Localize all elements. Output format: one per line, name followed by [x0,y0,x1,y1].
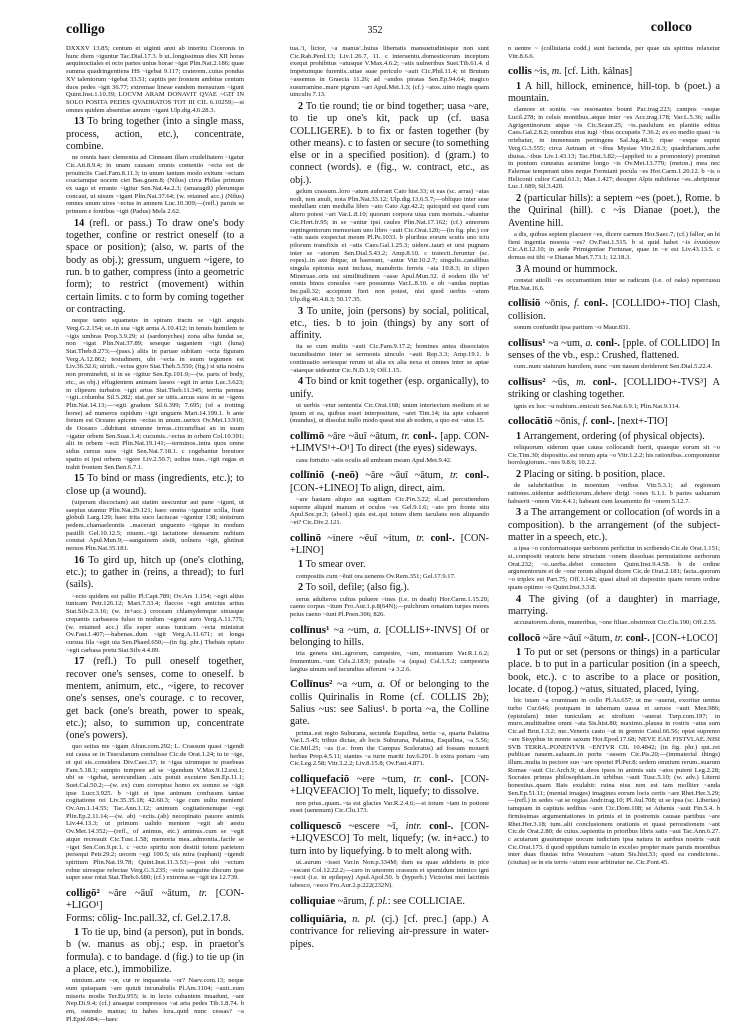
grammar-label: m. [551,66,562,78]
sense-number: 3 [298,305,304,317]
definition: To align, direct, aim. [360,482,446,494]
definition: Of or belonging to the collis Quirinalis in Rome (cf. COLLIS 2b); Salius ~us: see Salius¹. b porta ~a, the Colline gate. [290,679,490,728]
sense-number: 13 [74,116,85,128]
grammar-label: intr. [405,821,422,833]
citation-block: sonum confundit ipsa partium ~o Maur.831. [514,324,631,332]
inflection: ~āre ~āuī ~ātum, [365,470,444,482]
prefix-label: conl-. [583,298,608,310]
etymology: [CON-+LIQVEFACIO] [290,774,490,798]
sense-number: 4 [298,376,304,388]
headword: colliquescō [290,820,342,833]
etymology: [app. CON-+LIMVS¹+-O¹] [290,430,490,455]
citation-block: prima..est regio Suburana, secunda Esquilina, tertia ~a, quarta Palatina Var.L.5.45; tribus dictae, ab locis Suburana, Palatina, Esquilina, ~a 5.56; Cic.Mil.25; ~as (i.e. from the Campus Sceleratus) ad fossam mouerit herbas Prop.4.5.11; stantes ~a turre mariti Juv.6.291. b extra portam ~am Cic.Leg.2.58; Vitr.3.2.2; Liv.8.15.8; Ov.Fast.4.871. [290,729,489,768]
sense-definition: To bring together (into a single mass, process, action, etc.), concentrate, combine. [66,116,244,152]
entry-collinus1 [290,624,489,650]
headword: colliquefaciō [290,773,350,786]
citation-block: a dis, quibus septem placuere ~es, dicere carmen Hor.Saec.7; (cf.) fallor, an hi fient ingentia moenia ~es? Ov.Fast.1.515. b si quid habet ~is ἐνιαύσιον Cic.Att.12.10; in aede Primigeniae Fortunae, quae in ~e est Liv.43.13.5. c domus est tibi ~e Dianae Mart.7.73.1; 12.18.3. [508,230,720,262]
grammar-label: tr. [413,774,422,786]
grammar-label: tr. [614,632,624,644]
sense-2 [508,193,720,230]
sense-3 [508,264,720,276]
sense-number: 1 [74,926,80,938]
sense-definition: To tie round; tie or bind together; uasa ~are, to tie up one's kit, pack up (cf. uasa COLLIGERE). b to fix or fasten together (by other means). c to fasten or secure (to something else or in a specified position). d (gram.) to connect (words). e (fig., w. contract, etc., as obj.). [290,100,489,186]
sense-definition: To tie up, bind (a person), put in bonds. b (w. manus as obj.; esp. in praetor's formula). c to bandage. d (fig.) to tie up (in a place, etc.), immobilize. [66,926,244,975]
prefix-label: conl-. [592,377,617,389]
grammar-label: tr. [198,888,208,900]
inflection: ~āre ~āuī ~ātum, [327,430,399,442]
sense-number: 17 [74,656,85,668]
entry-colliquesco [290,820,489,858]
sense-14 [66,218,244,316]
sense-15 [66,473,244,498]
citation-block: non prius..quam..~ta est glacies Var.R.2.4.6;—si totum ~tam in potione esset (uenenum) Cic.Clu.173. [290,799,489,815]
sense-number: 14 [74,217,85,229]
sense-number: 16 [74,554,85,566]
inflection: ~a ~um, [333,624,370,636]
prefix-label: conl-. [429,774,454,786]
prefix-label: conl-. [430,532,455,544]
headword: Collīnus² [290,678,333,691]
sense-16 [66,555,244,592]
inflection: ~escere ~ī, [348,821,399,833]
etymology: [COLLIS+-INVS] [385,624,461,636]
etymology: [CON-+LIGO¹] [66,888,244,912]
sense-definition: A hill, hillock, eminence, hill-top. b (poet.) a mountain. [508,80,721,104]
headword: collīsus¹ [508,336,546,349]
headword: collīsiō [508,297,541,310]
entry-collino [290,532,489,558]
inflection: ~ōnis, [544,298,570,310]
inflection: ~ōnis, [555,416,581,428]
forms-note: Forms: cōlig- Inc.pall.32, cf. Gel.2.17.8. [66,912,231,924]
sense-definition: Placing or siting. b position, place. [523,469,666,481]
sense-number: 1 [298,559,304,571]
citation-block: (uiperam discoctam) aut statim uescuntur aut pane ~igunt, ut saepius utantur Plin.Nat.29.121; haec omnia ~iguntur scilla, fiunt globuli Larg.129; haec trita suco lactucae ~iguntur 138; sinistrum pedem..chamaeleontis ..macerari unguento ~igique in modum pastilli Gel.10.12.5; niuem..~igi iactatione densarum nubium constat Apul.Mun.9;—sanguinem sistit, uolnera ~igit, glutinat neruos Plin.Nat.35.181. [66,498,244,553]
entry-collocatio [508,415,720,428]
inflection: ~āre ~āuī ~ātum, [542,632,613,644]
citation-block: neque tanto squameus in spiram tractu se ~igit anguis Verg.G.2.154; se..in sua ~igit arma A.10.412; in tenuis humilem te ~igis umbras Prop.3.9.29; si (sardonyches) zona alba fundat se, non ~igat Plin.Nat.37.89; seseque uagantem ~igit (luna) Stat.Theb.8.273;—(pass.) aliis in paruae subitam ~ecta figuram Verg.A.12.862; testudinem, ubi ~ecta in suum tegumen est Liv.36.32.6; uiridi..~ectus gyro Stat.Theb.5.550; (fig.) si uita nostra non prominebit, si in se ~igitur Sen.Ep.101.9;—(w. parts of body, etc., as obj.) effugientem animam lassos ~egit in artus Luc.3.623; in clipeum turbatos ~igit artus Stat.Theb.11.345; territa pennas ~igit..columba Sil.5.282; stat..per se uitis..arcus suos in se ~igens Plin.Nat.14.13;—~egit gradum Sil.6.399; 7.695; (of a trotting horse) ad numeros rapidum ~igit unguem Mart.14.199.1. b ante fretum est Oceano apicem ~ectus in unum..uertex Ov.Met.13.910; de Oceano ..dubitant utrumne terras..circumfluat an in suum ~igatur orbem Sen.Suas.1.4; cucumis..~ectus in orbem Col.10.391; alii in orbem ~ecti Plin.Nat.19.141;—terminos..intra quos omne sidus cursus suos ~igit Sen.Nat.7.18.1. c cogebantur breuiore spatio et ipsi orbem ~igere Liv.2.50.7; uoltus tuus..~igit rugas et trahit frontem Sen.Ben.6.7.1. [66,317,244,471]
sense-4 [290,376,489,401]
citation-block: ut uerbis ~etur sententia Cic.Orat.168; unum interiectum medium et se ipsum et ea, quibus esset interpositum, ~aret Tim.14; ita apte cohaeret (mundus), ut dissolui nullo modo queat nisi ab eodem, a quo est ~atus 15. [290,401,489,425]
entry-colliquiaria [290,913,489,951]
headword: colliquiae [290,894,336,907]
sense-definition: To put or set (persons or things) in a particular place. b to put in a particular position (in a speech, book, etc.). c to ascribe to a place or position, locate. d (topog.) ~atus, situated, placed, lying. [508,647,720,696]
prefix-label: conl-. [625,632,650,644]
citation-block: tria genera sint..agrorum, campestre, ~um, montanum Var.R.1.6.2; frumentum..~um Cels.2.18.9; putealis ~a (aqua) Col.1.5.2; campestria largius uinum sed iucundius afferunt ~a 3.2.6. [290,650,489,673]
etymology: [CON-+LOCO] [652,632,718,644]
prefix-label: conl-. [412,430,437,442]
sense-number: 4 [516,593,522,605]
sense-definition: a The arrangement or collocation (of words in a composition). b the arrangement (of the subject-matter in a speech, etc.). [508,507,721,544]
sense-1 [508,431,720,443]
etymology: [CON-+LINEO] [290,482,358,494]
page-number: 352 [367,25,383,36]
definition: Of or belonging to hills. [290,624,489,648]
citation-block: quo setius me ~igam Afran.com.292; L. Crassum quasi ~igendi sui causa se in Tusculanum contulisse Cic.de Orat.1.24; tu te ~ige, et qui sis..considera Div.Caec.37; te ~igas uirumque te praebeas Fam.5.18.1; sumpto tempore ad se ~igendum V.Max.9.12.ext.1; ubi se ~igebat, uerecundiam ..uix potuit excutere Sen.Ep.11.1; Suet.Cal.50.2;—(w. ex) cum correptus homo ex somno se ~igit ipse Lucr.3.925. b ~igit et ipse animum confusum tantae cogitatione rei Liv.35.35.18; 42.60.3; ~ige cum uultu meniem! Ov.Am.1.14.55; Tac.Ann.1.12; animum cogitationemque ~egi Plin.Ep.2.11.14;—(w. ab) ~ectis..(ab) necopinato pauore animis Liv.44.13.3; ut primum ualido mentem ~egit ab aestu Ov.Met.14.352;—(refl., of animus, etc.) animus..cum se ~egit atque recreauit Cic.Tusc.1.58; memoria mea..admonita..facile se ~iget Sen.Con.9.pr.1. c ~ecto spiritu non destiti totum parietem persequi Petr.29.2; uocem ~egi 100.5; uis mira (raphani) ~igendi spiritum Plin.Nat.19.78; Quint.Inst.11.3.53;—post ubi ~ectum robur uiresque refectae Verg.G.3.235; ~ecto sanguine discum ipse super sese rotat Stat.Theb.6.680; (cf.) extrema se ~igit ira 12.739. [66,743,244,882]
citation-block: DXXXV 13.85; centum et uiginti anni ab interitu Ciceronis in hunc diem ~iguntur Tac.Dial.17.3. b ut..longissimus dies XII horas aequinoctiales et octo partes unius horae ~igat Plin.Nat.2.186; quae summa quadringentiens HS ~igebat 9.117; craterem..cuius pondus XV talentorum ~igebat 33.51; capitis per frontem ambitus centum duos pedes ~igit 36.77; extremae lineae eandem mensuram ~igunt Quint.Inst.1.10.39; LOCVM ARAM DONAVIT QVAE ~GIT IN SOLO POSITA PEDES QVADRATOS TOT III CIL 6.10259;—si omnes quidem absentiae annum ~igant Ulp.dig.4.6.28.3. [66,45,244,114]
etymology: [pple. of COLLIDO] [622,337,709,349]
left-guideword: colligo [66,22,105,37]
definition: To melt, liquefy; to dissolve. [361,786,479,798]
entry-colliquefacio [290,773,489,799]
headword: collinō [290,531,322,544]
inflection: ~ere ~tum, [356,774,407,786]
inflection: ~a ~um, [337,679,373,691]
etymology: [next+-TIO] [617,416,668,428]
sense-17 [66,656,244,742]
citation-block: ne omnis haec clementia ad Cinneam illam crudelitatem ~igatur Cic.Att.8.9.4; in unam causam omnis contentio ~ecta est de prouinciis Cael.Fam.8.11.3; in unum tantum modo exitum ~ectam coactamque uocem ciet Bas.gram.8; (Nilus) circa Philas primum ex uago et errante ~igitur Sen.Nat.4a.2.3; (smaragdi) plerumque concaui, ut uisum ~igant Plin.Nat.37.64; (w. retained acc.) (Nilus) omnes unum uires ~ectus in amnem Luc.10.309;—(refl.) paruis se primum e fontibus ~igit (Padus) Mela 2.62. [66,154,244,216]
citation-block: casu fortuito ~atis oculis ad umbram meam Apul.Met.9.42. [296,456,452,464]
grammar-label: a. [585,337,593,349]
entry-colloco [508,632,720,645]
citation-block: accusatorem..donis, muneribus, ~one filiae..obstrinxit Cic.Clu.190; Off.2.55. [514,619,717,627]
sense-definition: The giving (of a daughter) in marriage, marrying. [508,593,720,617]
sense-number: 3 [516,507,522,519]
sense-2 [508,469,720,481]
definition: A striking or clashing together. [508,377,721,401]
inflection: ~ūs, [552,377,570,389]
sense-definition: To bind or mass (ingredients, etc.); to close up (a wound). [66,473,244,497]
sense-1 [66,927,244,976]
citation-block: ignis ex hoc ~u nubium..emicuit Sen.Nat.6.9.1; Plin.Nat.9.114. [514,402,680,410]
citation-block: tua..'i, lictor, ~a manus'..huius libertatis mansuetudinisque non sunt Cic.Rab.Perd.13; Liv.1.26.7, 11. c interuentu..domesticorum inceptum exequi prohibitus ~atusque V.Max.4.6.2; ~atis uulneribus Suet.Tib.61.4. d impetumque furentis..uitae suae periculo ~auit Cic.Phil.11.4; ni Brutum ~assemus in Graecia 11.26; ad ~andos piratas Sen.Ep.94.64; magico susurramine..mare pigrum ~ari Apul.Met.1.3; (cf.) ~atos..uino magis quam uinculis 7.13. [290,45,489,99]
etymology: [CON-+LINO] [290,532,490,556]
definition: To melt, liquefy; (w. in+acc.) to turn into by liquefying. b to melt along with. [290,833,489,857]
citation-block: nimium..arte ~or, cur re inquaesita ~or? Naev.com.13; neque eum quisquam ~are quiuit incunabulis Pl.Am.1104; ~auit..eum miseris modis Ter.Eu.955; is in lecto cubantem inuadunt, ~ant Nep.Di.9.4; (cf.) ansaque compressos ~at arta pedes Tib.1.8.74. b em, ostendo manus; tu habes lora..quid nunc cessas? ~a Pl.Epid.684;—haec [66,977,244,1023]
definition: In senses of the vb., esp.: Crushed, flattened. [508,337,721,362]
grammar-label: f. [574,298,580,310]
entry-collisus1 [508,337,720,363]
entry-collisio [508,297,720,323]
citation-block: ~are hastam aliquo aut sagittam Cic.Fin.3.22; sl..ad percutiendum superne aliquid manum et oculos ~es Gel.9.1.6; ~ato pro fronte situ Apul.Soc.pr.3; (absol.) quis est..qui totum diem iaculans non aliquando ~et? Cic.Div.2.121. [290,495,489,526]
citation-block: n uentre ~ (colliuiaria codd.) sunt facienda, per quae uis spiritus relaxetur Vitr.8.6.6. [508,45,720,60]
definition: (cj.) [cf. prec.] (app.) A contrivance for relieving air-pressure in water-pipes. [290,914,490,950]
etymology: [CON-+LIQVESCO] [290,821,490,845]
headword: collis [508,65,532,78]
etymology: [COLLIDO+-TIO] [612,298,690,310]
entry-collisus2 [508,376,720,402]
entry-colligo2 [66,887,244,925]
sense-number: 1 [516,430,522,442]
sense-definition: To unite, join (persons) by social, political, etc., ties. b to join (things) by any sort of affinity. [290,305,489,342]
headword: colliquiāria, [290,913,347,926]
citation-block: reliquorum siderum quae causa collocandi fuerit, quaeque eorum sit ~o Cic.Tim.30; dispositio..est rerum apta ~o Vitr.1.2.2; his rationibus..componuntur horologiorum..~nes 9.8.6; 10.2.2. [508,443,720,467]
sense-definition: (refl. or pass.) To draw one's body together, confine or restrict oneself (to a space or position); (also, w. parts of the body as obj.); gressum, unguem ~igere, to run. b to gather, compress (into a geometric form); to restrict (movement) within certain limits. c to form by coming together or contracting. [66,217,244,315]
entry-colliquiae [290,895,489,908]
sense-definition: (particular hills): a septem ~es (poet.), Rome. b the Quirinal (hill). c ~is Dianae (poet.), the Aventine hill. [508,193,721,229]
inflection: ~a ~um, [548,337,583,349]
sense-3 [508,507,720,544]
sense-definition: To gird up, hitch up (one's clothing, etc.); to gather in (reins, a thread); to furl (sails). [66,554,244,591]
sense-number: 1 [516,647,522,659]
sense-2 [290,582,489,594]
citation-block: clamore et sonitu ~es resonantes bount Pac.trag.223; campos ~esque Lucil.278; in celsis montibus..atque inter ~es Acc.trag.178; Var.L.5.36; uallis Agrigentinorum atque ~is Cic.Scaur.25; ~is..paululum ex planitie editus Caes.Gal.2.8.2; omnibus eius iugi ~ibus occupatis 7.36.2; ex eo medio quasi ~is oriebatur, in immensum pertingens Sal.Jug.48.3; ripae ~esque supini Verg.G.3.555; circa Aetnam et ~ibus Mysiae Vitr.2.6.3; quadrifariam..urbe diuisa..~ibus Liv.1.43.13; Tac.Hist.3.82;—(applied to a promontory) prominet in pontum cuneatus acumine longo ~is Ov.Met.13.779; (meton.) mea nec Falernae temperant uites neque Formiani pocula ~es Hor.Carm.1.20.12. b ~is o Heliconii cultor Catul.61.1; Man.1.427; desuper Alpis nubiferae ~es..abripimur Luc.1.689; Sil.3.420. [508,106,720,191]
sense-2 [290,101,489,187]
sense-1 [508,81,720,106]
inflection: ~āre ~āuī ~ātum, [108,888,191,900]
sense-1 [508,647,720,696]
definition: To direct (the eyes) sideways. [355,443,478,455]
prefix-label: conl-. [464,470,490,482]
grammar-label: f. [582,416,589,428]
sense-number: 2 [516,193,522,205]
sense-4 [508,594,720,619]
entry-collinio [290,469,489,495]
sense-number: 15 [74,473,85,485]
inflection: ~is, [534,66,550,78]
citation-block: cum..nunc staturam humilem, nunc ~um nasum deriderent Sen.Dial.5.22.4. [514,363,713,371]
entry-collis [508,65,720,78]
citation-block: compositis cum ~ĕuit ora uenenis Ov.Rem.351; Gel.17.9.17. [296,572,456,580]
headword: collocō [508,631,541,644]
citation-block: a ipsa ~o conformatioque uerborum perficitur in scribendo Cic.de Orat.1.151; si..compositi oratoris bene structam ~onem dissoluas permutatione uerborum Orat.232; ~o..uerba..debet conectere Quint.Inst.9.4.58. b de ordine argumentorum et de ~one rerum aliquid dicere Cic.de Orat.2.181; facta..quorum ~o triplex est Part.75; Off.1.142; quasi aliud sit dispositio quam rerum ordine quam optimo ~o Quint.Inst.3.3.8. [508,545,720,591]
citation-block: de salubritatibus in moenium ~onibus Vitr.5.3.1; ad regionum rationes..uidentur aedificiorum..debere dirigi ~ones 6.1.1. b paries ualuarum habuerit ~onem Vitr.4.4.1; habeant cum laxamento ibi ~onem 5.12.7. [508,482,720,505]
headword: collīniō (-neō) [290,469,359,482]
sense-definition: To smear over. [305,559,366,571]
sense-definition: (refl.) To pull oneself together, recover one's senses, come to oneself. b mentem, animum, etc., ~igere, to recover one's senses, one's courage. c to recover, get back (one's breath, power to speak, etc.); also, to summon up, concentrate (one's powers). [66,656,244,742]
column-1 [66,45,244,1023]
sense-definition: Arrangement, ordering (of physical objects). [523,430,705,442]
cross-reference: : see COLLICIAE. [387,895,465,907]
citation-block: ut..aurum ~isset Var.in Non.p.334M; dum ea quae addideris in pice ~escant Col.12.22.2;—caro in umorem crassum et spumidum inimico igni ~escit (i.e. in epilepsy) Apul.Apol.50. b (hyperb.) Victorini mei lacrimis tabesco, ~esco Fro.Aur.2.p.222(232N). [290,858,489,890]
grammar-label: m. [576,377,587,389]
headword: collocātiō [508,415,553,428]
sense-number: 2 [516,469,522,481]
etymology: [cf. Lith. kálnas] [564,66,633,78]
citation-block: hic istam ~a cruminam in collo Pl.As.657; ut me ~auerat, exoritur uentus turbo Cur.646; postquam in tabernam uassa et seruos ~auit Men.986; (epistulam) inter tuniculam ac strofium ~auerat Turp.com.197; in muro..multitudine omni ~ata Sis.hist.80; maximo..plausu in rostris ~atus sum Cic.ad Brut.1.3.2; me..Veneris casto ~at in gremio Catul.66.56; optat supremo ~are Sisyphus in monte saxum Hor.Epod.17.68; NEVE EAE FISTVLAE..NISI SVB TERRA..PONENTVR ~ENTVR CIL 10.4842; (in fig. phr.) qui..rei publicae nauem..saluam..in portu ~assem Cic.Pis.20;—(immaterial things) illum..multa in pectore suo ~are oportet Pl.Per.8; sedem omnium rerum..suarum Romae ~auit Cic.Arch.9; ut..deos ipsos in animis suis ~atos putent Leg.2.28; Socrates primus philosophiam..in urbibus ~auit Tusc.5.10; (w. adv.) Literni honestius..quam Bais exulabit: ruina eius non est tam molliter ~anda Sen.Ep.51.11; (mental images) imagines eorum locis certis ~are Rhet.Her.3.29;—(refl.) in sedes ~at se regias Andr.trag.10; Pl.Aul.708; ut se ipsa (sc. Libertas) tamquam in captiuis sedibus ~aret Cic.Dom.108; se Athenis ~auit Fin.5.4. b firmissimas argumentationes in primis et in postremis causae partibus ~are Rhet.Her.3.18; tum..alii conclusionem orationis et quasi perorationem ~ant Cic.de Orat.2.80; de cuius..sapientia in prioribus libris satis ~aui Tac.Ann.6.27. c acutarum grauiumque uocum iudicium ipsa natura in auribus nostris ~auit Cic.Orat.173. d quod oppidum tumulo in excelso propter mare paruis moenibus inter duas fluuias infra Vesuuium ~atum Sis.hist.53; quod ea condicione..(ciuitas) se in eis terris ~atum esse arbitratur ne..Cic.Font.45. [508,697,720,867]
sense-definition: A mound or hummock. [523,263,618,275]
grammar-label: n. pl. [352,914,376,926]
sense-1 [290,559,489,571]
prefix-label: conl-. [595,337,620,349]
entry-collinus2 [290,678,489,728]
sense-number: 2 [298,100,304,112]
prefix-label: conl-. [429,821,454,833]
citation-block: gelum crassum..loro ~atum auferant Cato hist.33; et eas (sc. arras) ~atas nodi, non anuli, nota Plin.Nat.33.12; Ulp.dig.13.6.5.7;—obliquo inter sese medullam cum medulla libro ~ato Cato Agr.42.2; quicquid est quod cum altero potest ~ari Var.L.8.10; quorum corpora uiua cum mortuis..~abantur Cic.Hort.fr.95; in se ~antur ipsi caules Plin.Nat.17.162; (cf.) annorum septingentorum memoriam uno libro ~auit Cic.Orat.120;—(in fig. phr.) cor ~atis uasis exspectat meum Pl.Ps.1033. b pluribus eorum scutis uno ictu pilorum transfixis et ~atis Caes.Gal.1.25.3; uidere..tauri et ursi pugnam inter se ~atorum Sen.Dial.5.43.2; Amp.8.10. c traiecti..feruntur (sc. ropes)..in axe ibique, ut haereant, ~antur Vitr.10.2.7; singulis..canalibus singula epitonia sunt inclusa, manubriis ferreis ~ata 10.8.3; in clipeo Mineruae..oris sui similitudinem ~asse Apul.Mun.32. d eodem illo 'et' omnis binos consules ~are possumus Var.L.8.10. e ob ~andas nuptias Inc.pall.32; acceptum fieri non potest, nisi quod uerbis ~atum Ulp.dig.46.4.8.3; 50.17.35. [290,188,489,303]
running-header [0,0,750,37]
sense-number: 2 [298,582,304,594]
headword: collīsus² [508,376,546,389]
grammar-label: tr. [450,470,459,482]
sense-13 [66,116,244,153]
grammar-label: a. [377,679,386,691]
headword: collīmō [290,429,325,442]
column-3 [508,45,720,867]
definition: Clash, collision. [508,298,721,322]
right-guideword: colloco [650,20,692,35]
sense-number: 1 [516,80,522,92]
grammar-label: tr. [401,430,410,442]
headword: colligō² [66,887,100,900]
citation-block: constat attolli ~es occurrantium inter se radicum (i.e. of oaks) repercussu Plin.Nat.16.6. [508,277,720,292]
prefix-label: conl-. [590,416,615,428]
grammar-label: a. [373,624,382,636]
citation-block: ~ecto quidem est pallio Pl.Capt.789; Ov.Ars 1.154; ~egit altius tunicam Petr.126.12; Mart.7.33.4; flaccos ~egit amictus artius Stat.Silv.2.3.16; (w. in+acc.) croceam chlamydemque sinusque crepantis carbaseos fuluo in nodum ~egerat auro Verg.A.11.775; (w. retained acc.) illa super suras tunicam ~ecta ministrat Ov.Fast.1.407;—habenas..dum ~igit Verg.A.11.671; et longa cursua fila ~egit uia Sen.Phaed.650;—(in fig. phr.) Thebais optato ~egit carbasa portu Stat.Silv.4.4.89. [66,592,244,654]
grammar-label: tr. [416,532,425,544]
column-2 [290,45,489,952]
etymology: [COLLIDO+-TVS³] [623,377,707,389]
grammar-label: f. pl. [369,895,388,907]
sense-3 [290,306,489,343]
inflection: ~inere ~ēuī ~itum, [327,532,411,544]
citation-block: ita se cum multis ~auit Cic.Fam.9.17.2; homines antea dissociatos iucundissimo inter se sermonis uinculo ~auit Rep.3.3; Amp.19.1. b continuatio seriesque rerum ut alia ex alia nexa et omnes inter se aptae ~ataeque uideantur Cic.N.D.1.9; Off.1.15. [290,343,489,374]
sense-number: 3 [516,263,522,275]
headword: collīnus¹ [290,623,330,636]
inflection: ~ārum, [337,895,367,907]
citation-block: serus adulteros cultus puluere ~ines (i.e. in death) Hor.Carm.1.15.20; caeno corpus ~itum Fro.Aur.1.p.8(64N);—pulchrum ornatum turpes mores peius caeno ~iunt Pl.Poen.306; 826. [290,595,489,618]
entry-collimo [290,430,489,456]
sense-definition: To soil, defile; (also fig.). [305,582,410,594]
sense-definition: To bind or knit together (esp. organically), to unify. [290,376,489,400]
